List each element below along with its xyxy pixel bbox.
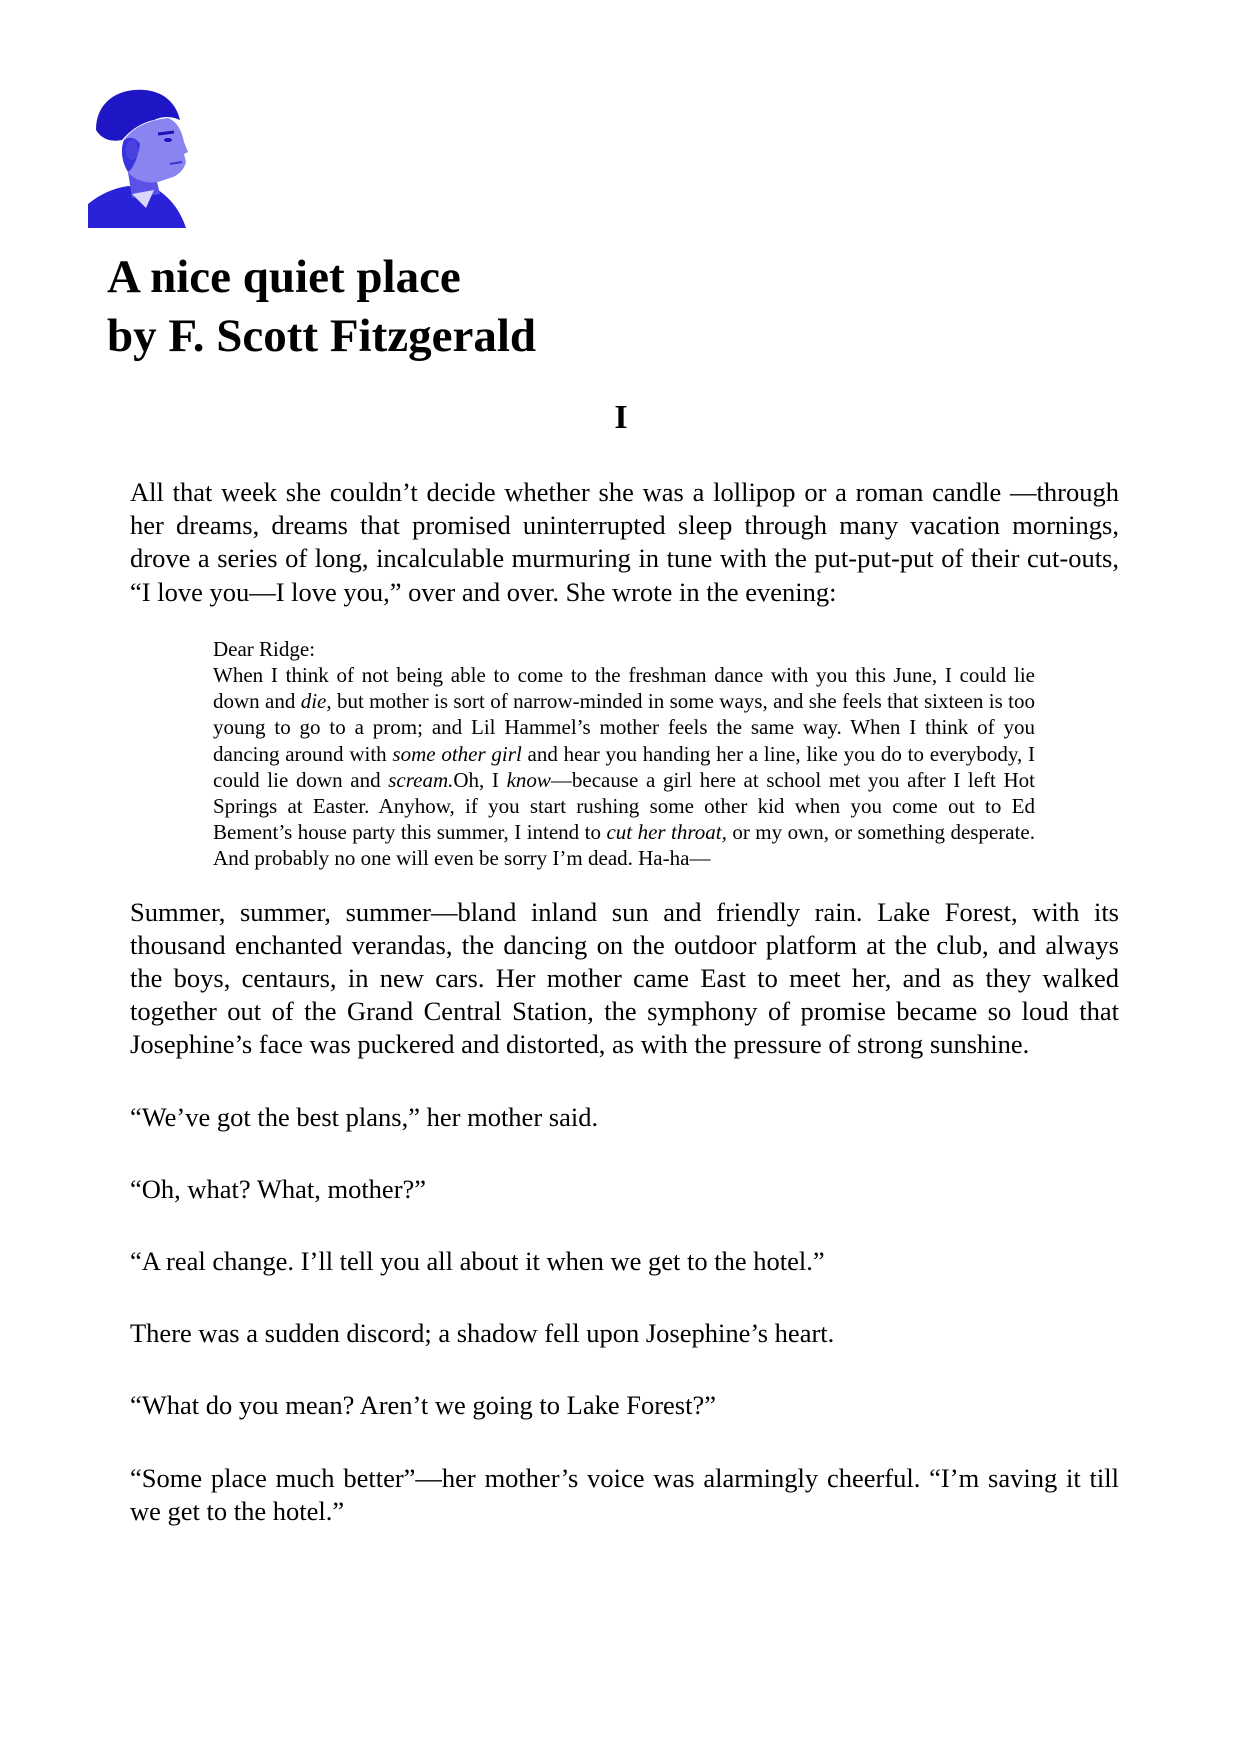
title-line: A nice quiet place	[107, 251, 461, 303]
letter-salutation: Dear Ridge:	[213, 636, 316, 661]
author-line: by F. Scott Fitzgerald	[107, 310, 537, 362]
paragraph: “We’ve got the best plans,” her mother said.	[130, 1101, 599, 1132]
letter-block	[213, 636, 1035, 872]
paragraph: “What do you mean? Aren’t we going to Lake Forest?”	[130, 1390, 717, 1421]
letter-emphasis: cut her throat,	[606, 820, 727, 845]
paragraph: There was a sudden discord; a shadow fell upon Josephine’s heart.	[130, 1318, 835, 1349]
chapter-heading: I	[614, 399, 628, 436]
paragraph: All that week she couldn’t decide whether she was a lollipop or a roman candle —through her dreams, dreams that promised uninterrupted sleep through many vacation mornings, drove a series of long, incalculable murmuring in tune with the put-put-put of their cut-outs, “I love you—I love you,” over and over. She wrote in the evening:	[130, 477, 1119, 607]
letter-text: and hear you handing her a line, like you do to everybody, I could lie down and	[213, 741, 1036, 792]
letter-text: When I think of not being able to come to the freshman dance with you this June, I could lie down and	[213, 663, 1035, 714]
paragraph: Summer, summer, summer—bland inland sun and friendly rain. Lake Forest, with its thousand enchanted verandas, the dancing on the outdoor platform at the club, and always the boys, centaurs, in new cars. Her mother came East to meet her, and as they walked together out of the Grand Central Station, the symphony of promise became so loud that Josephine’s face was puckered and distorted, as with the pressure of strong sunshine.	[130, 896, 1119, 1060]
letter-emphasis: die,	[300, 689, 332, 714]
letter-text: but mother is sort of narrow-minded in some ways, and she feels that sixteen is too young to go to a prom; and Lil Hammel’s mother feels the same way. When I think of you dancing around with	[213, 689, 1035, 766]
paragraph: “A real change. I’ll tell you all about it when we get to the hotel.”	[130, 1246, 825, 1277]
letter-emphasis: know	[506, 767, 551, 792]
author-portrait	[88, 86, 200, 228]
story-body	[130, 476, 1119, 1528]
letter-text: or my own, or something desperate. And probably no one will even be sorry I’m dead. Ha-ha—	[213, 820, 1035, 871]
letter-emphasis: scream.	[388, 767, 454, 792]
letter-text: —because a girl here at school met you after I left Hot Springs at Easter. Anyhow, if you start rushing some other kid when you come out to Ed Bement’s house party this summer, I intend to	[213, 767, 1035, 845]
letter-text: Oh, I	[453, 767, 507, 792]
page-title	[107, 248, 536, 366]
letter-emphasis: some other girl	[392, 741, 522, 766]
paragraph: “Oh, what? What, mother?”	[130, 1173, 427, 1204]
paragraph: “Some place much better”—her mother’s voice was alarmingly cheerful. “I’m saving it till we get to the hotel.”	[130, 1462, 1119, 1526]
